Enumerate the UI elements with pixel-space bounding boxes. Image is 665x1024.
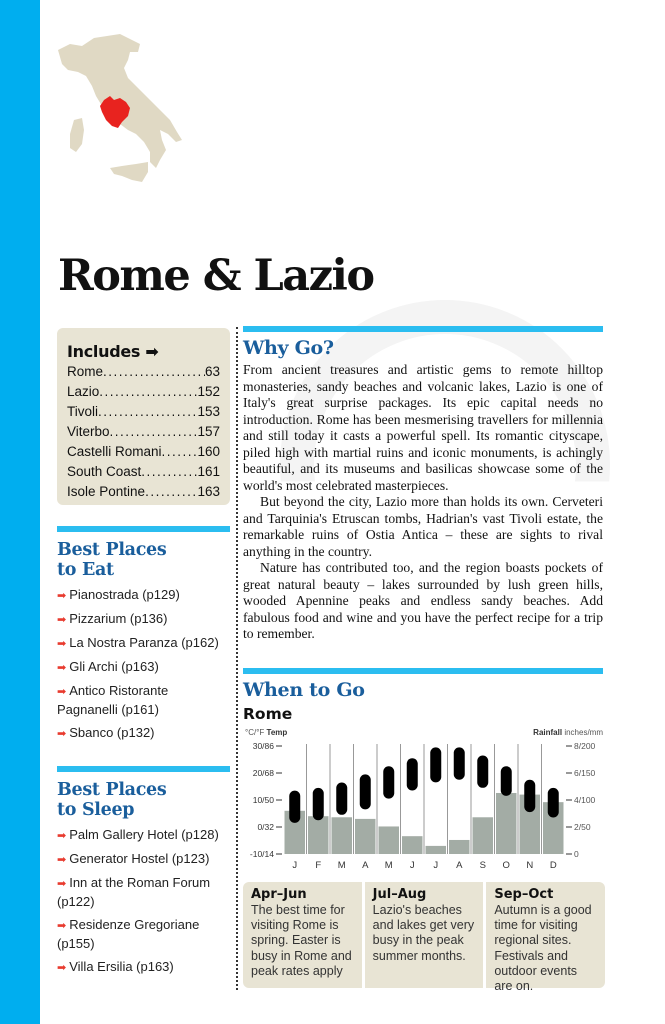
list-item[interactable]: ➡ Villa Ersilia (p163): [57, 959, 174, 974]
when-to-go-section: [243, 668, 603, 724]
leader-dots: [145, 482, 197, 502]
rainfall-bar: [379, 826, 400, 854]
season-box: [365, 882, 484, 988]
list-item[interactable]: ➡ Inn at the Roman Forum (p122): [57, 875, 211, 909]
best-eat-list: [57, 586, 230, 743]
rainfall-bar: [496, 793, 517, 854]
accent-strip: [0, 0, 40, 1024]
why-go-paragraph-2: But beyond the city, Lazio more than holds its own. Cerveteri and Tarquinia's Etruscan tombs, Hadrian's vast Tivoli estate, the remarkable ruins of Ostia Antica – these are sights to rival anything in the country.: [243, 494, 603, 559]
rainfall-bar: [449, 840, 470, 854]
list-item[interactable]: ➡ Sbanco (p132): [57, 725, 155, 740]
leader-dots: [141, 462, 197, 482]
season-title: Sep–Oct: [494, 887, 554, 902]
season-title: Apr–Jun: [251, 887, 307, 902]
rainfall-bar: [426, 846, 447, 854]
why-go-paragraph-3: Nature has contributed too, and the region boasts pockets of great natural beauty – lakes surrounded by lush green hills, wooded Apennine peaks and endless sandy beaches. Add fabulous food and wine and you have the perfect recipe for a trip to remember.: [243, 560, 603, 641]
includes-item-page: 160: [197, 444, 220, 459]
rainfall-bar: [308, 816, 329, 854]
leader-dots: [98, 402, 197, 422]
rainfall-bar: [355, 819, 376, 854]
includes-item-name: Rome: [67, 364, 104, 379]
rain-axis-label: Rainfall inches/mm: [533, 728, 603, 737]
best-sleep-list: [57, 826, 230, 977]
temp-axis-label: °C/°F Temp: [245, 728, 288, 737]
includes-item[interactable]: [67, 382, 220, 402]
includes-item-name: South Coast: [67, 464, 142, 479]
arrow-right-icon: ➡: [57, 590, 67, 602]
list-item[interactable]: ➡ Residenze Gregoriane (p155): [57, 917, 200, 951]
list-item[interactable]: ➡ La Nostra Paranza (p162): [57, 635, 219, 650]
season-text: Autumn is a good time for visiting regional sites. Festivals and outdoor events are on.: [494, 903, 592, 994]
temp-tick-label: 20/68: [252, 768, 274, 778]
section-bar: [243, 668, 603, 674]
sicily: [110, 162, 148, 182]
arrow-right-icon: ➡: [57, 662, 67, 674]
includes-list: [67, 362, 220, 502]
temp-range-pill: [313, 788, 324, 820]
arrow-right-icon: ➡: [57, 920, 67, 932]
includes-item[interactable]: [67, 482, 220, 502]
section-bar: [57, 526, 230, 532]
arrow-right-icon: ➡: [145, 342, 159, 361]
month-label: J: [433, 860, 439, 871]
why-go-section: [243, 326, 603, 643]
month-label: M: [337, 860, 346, 871]
temp-tick-label: 10/50: [252, 795, 274, 805]
includes-item-name: Lazio: [67, 384, 100, 399]
month-label: S: [479, 860, 486, 871]
temp-tick-label: 30/86: [252, 741, 274, 751]
temp-range-pill: [430, 747, 441, 782]
list-item[interactable]: ➡ Pianostrada (p129): [57, 587, 180, 602]
why-go-heading: Why Go?: [243, 337, 334, 359]
column-separator: [236, 327, 238, 990]
includes-item[interactable]: [67, 462, 220, 482]
temp-range-pill: [477, 756, 488, 788]
rain-tick-label: 6/150: [574, 768, 596, 778]
sardinia: [70, 118, 84, 152]
list-item[interactable]: ➡ Generator Hostel (p123): [57, 851, 210, 866]
includes-item-page: 152: [197, 384, 220, 399]
arrow-right-icon: ➡: [57, 614, 67, 626]
rainfall-bar: [402, 836, 423, 854]
temp-range-pill: [454, 747, 465, 779]
section-bar: [57, 766, 230, 772]
season-text: The best time for visiting Rome is spring. Easter is busy in Rome and peak rates apply: [251, 903, 352, 978]
season-text: Lazio's beaches and lakes get very busy in the peak summer months.: [372, 903, 475, 963]
arrow-right-icon: ➡: [57, 638, 67, 650]
temp-range-pill: [336, 783, 347, 815]
month-label: O: [502, 860, 510, 871]
temp-tick-label: -10/14: [249, 849, 274, 859]
temp-range-pill: [524, 780, 535, 812]
rain-tick-label: 8/200: [574, 741, 596, 751]
month-label: A: [456, 860, 463, 871]
includes-item[interactable]: [67, 422, 220, 442]
month-label: N: [526, 860, 534, 871]
includes-item[interactable]: [67, 442, 220, 462]
includes-item-page: 63: [204, 364, 220, 379]
temp-range-pill: [383, 766, 394, 798]
rainfall-bar: [473, 817, 494, 854]
temp-range-pill: [360, 774, 371, 809]
includes-item[interactable]: [67, 362, 220, 382]
rain-tick-label: 0: [574, 849, 579, 859]
includes-item-name: Viterbo: [67, 424, 110, 439]
best-sleep-heading: Best Places to Sleep: [57, 780, 167, 820]
section-bar: [243, 326, 603, 332]
temp-tick-label: 0/32: [257, 822, 274, 832]
list-item[interactable]: ➡ Palm Gallery Hotel (p128): [57, 827, 219, 842]
leader-dots: [162, 442, 198, 462]
list-item[interactable]: ➡ Pizzarium (p136): [57, 611, 168, 626]
includes-item-page: 153: [197, 404, 220, 419]
rainfall-bar: [332, 817, 353, 854]
chart-city-title: Rome: [243, 705, 293, 723]
month-label: J: [409, 860, 415, 871]
season-box: [486, 882, 605, 994]
arrow-right-icon: ➡: [57, 728, 67, 740]
month-label: J: [292, 860, 298, 871]
when-to-go-heading: When to Go: [243, 679, 365, 701]
month-label: D: [549, 860, 557, 871]
climate-chart: [243, 728, 605, 876]
includes-item-page: 161: [197, 464, 220, 479]
best-places-sleep: [57, 766, 230, 982]
italy-map: [52, 30, 192, 195]
list-item[interactable]: ➡ Gli Archi (p163): [57, 659, 159, 674]
includes-item-name: Castelli Romani: [67, 444, 162, 459]
temp-range-pill: [407, 758, 418, 790]
arrow-right-icon: ➡: [57, 854, 67, 866]
includes-item-name: Isole Pontine: [67, 484, 146, 499]
includes-item[interactable]: [67, 402, 220, 422]
includes-item-page: 163: [197, 484, 220, 499]
includes-box: [57, 328, 230, 505]
temp-range-pill: [548, 788, 559, 818]
season-box: [243, 882, 362, 988]
rain-tick-label: 4/100: [574, 795, 596, 805]
temp-range-pill: [289, 791, 300, 823]
month-label: M: [384, 860, 393, 871]
leader-dots: [103, 362, 205, 382]
month-label: A: [362, 860, 369, 871]
page-title: Rome & Lazio: [58, 251, 374, 301]
leader-dots: [99, 382, 197, 402]
temp-range-pill: [501, 766, 512, 796]
best-eat-heading: Best Places to Eat: [57, 540, 167, 580]
arrow-right-icon: ➡: [57, 686, 67, 698]
rain-tick-label: 2/50: [574, 822, 591, 832]
why-go-paragraph-1: From ancient treasures and artistic gems to remote hilltop monasteries, sandy beaches and volcanic lakes, Lazio is one of Italy's great surprise packages. Its epic capital needs no introduction. Rome has been mesmerising travellers for millennia and still today it casts a powerful spell. Its romantic cityscape, piled high with martial ruins and iconic monuments, is achingly beautiful, and its museums and basilicas showcase some of the world's most celebrated masterpieces.: [243, 362, 603, 493]
includes-heading: Includes ➡: [67, 342, 159, 361]
includes-item-page: 157: [197, 424, 220, 439]
season-title: Jul–Aug: [372, 887, 427, 902]
leader-dots: [110, 422, 198, 442]
best-places-eat: [57, 526, 230, 748]
arrow-right-icon: ➡: [57, 962, 67, 974]
season-boxes: [243, 882, 605, 994]
chart-canvas: [243, 728, 605, 876]
month-label: F: [315, 860, 322, 871]
list-item[interactable]: ➡ Antico Ristorante Pagnanelli (p161): [57, 683, 169, 717]
arrow-right-icon: ➡: [57, 830, 67, 842]
arrow-right-icon: ➡: [57, 878, 67, 890]
includes-item-name: Tivoli: [67, 404, 99, 419]
